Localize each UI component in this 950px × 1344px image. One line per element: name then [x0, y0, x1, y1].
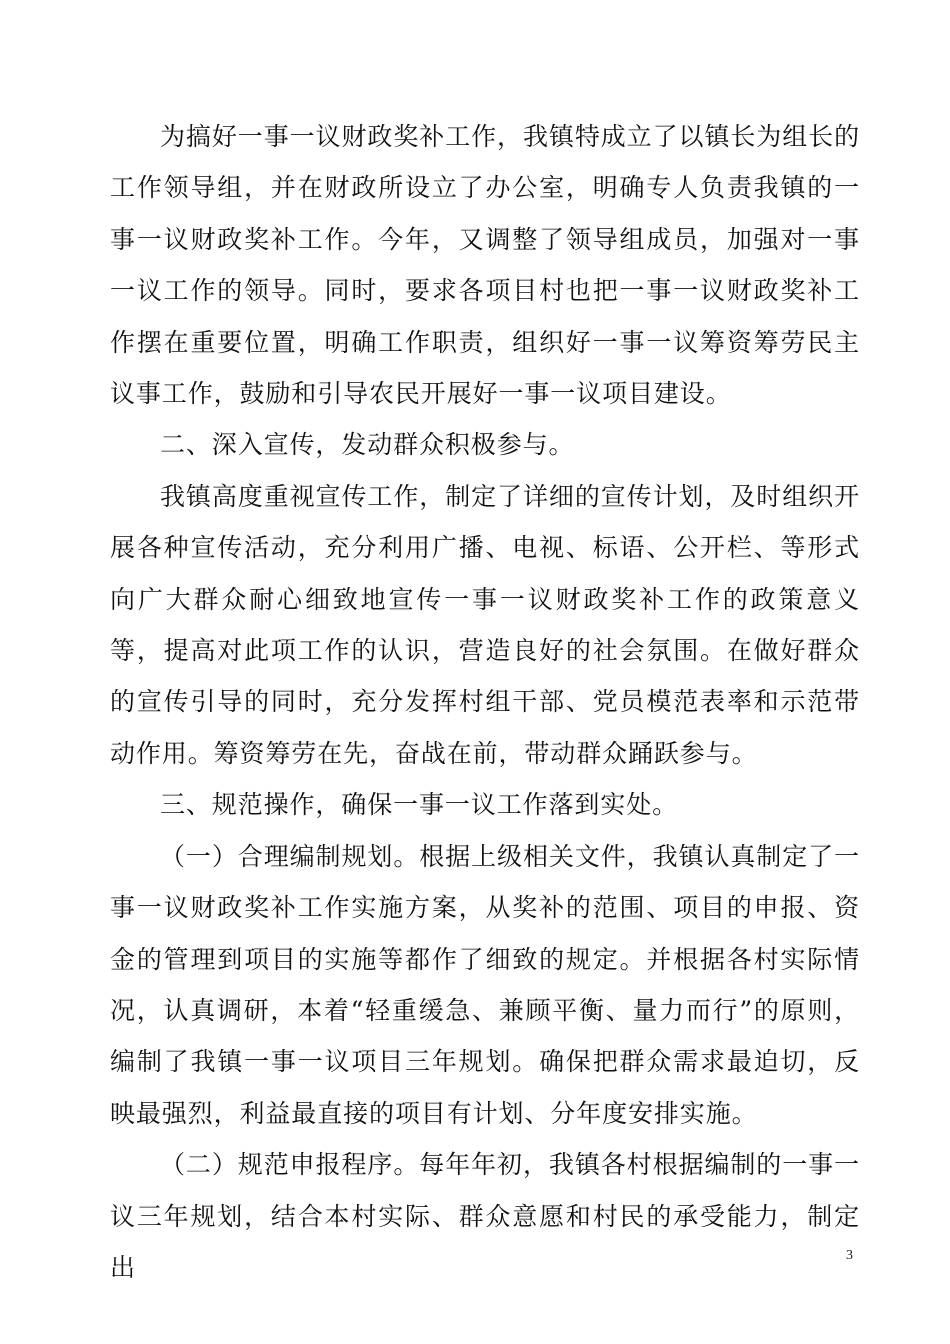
page-number: 3 [846, 1248, 853, 1263]
section-heading-publicity: 二、深入宣传，发动群众积极参与。 [160, 430, 575, 460]
paragraph-application-procedure: （二）规范申报程序。每年年初，我镇各村根据编制的一事一议三年规划，结合本村实际、群众意愿和村民的承受能力，制定出 [110, 1150, 860, 1282]
paragraph-leadership-group: 为搞好一事一议财政奖补工作，我镇特成立了以镇长为组长的工作领导组，并在财政所设立了办公室，明确专人负责我镇的一事一议财政奖补工作。今年，又调整了领导组成员，加强对一事一议工作的领导。同时，要求各项目村也把一事一议财政奖补工作摆在重要位置，明确工作职责，组织好一事一议筹资筹劳民主议事工作，鼓励和引导农民开展好一事一议项目建设。 [110, 122, 860, 409]
paragraph-publicity: 我镇高度重视宣传工作，制定了详细的宣传计划，及时组织开展各种宣传活动，充分利用广播、电视、标语、公开栏、等形式向广大群众耐心细致地宣传一事一议财政奖补工作的政策意义等，提高对此项工作的认识，营造良好的社会氛围。在做好群众的宣传引导的同时，充分发挥村组干部、党员模范表率和示范带动作用。筹资筹劳在先，奋战在前，带动群众踊跃参与。 [110, 481, 860, 768]
document-body [110, 111, 860, 1293]
paragraph-planning: （一）合理编制规划。根据上级相关文件，我镇认真制定了一事一议财政奖补工作实施方案，从奖补的范围、项目的申报、资金的管理到项目的实施等都作了细致的规定。并根据各村实际情况，认真调研，本着“轻重缓急、兼顾平衡、量力而行”的原则，编制了我镇一事一议项目三年规划。确保把群众需求最迫切，反映最强烈，利益最直接的项目有计划、分年度安排实施。 [110, 841, 860, 1128]
section-heading-standard-operation: 三、规范操作，确保一事一议工作落到实处。 [160, 790, 679, 820]
